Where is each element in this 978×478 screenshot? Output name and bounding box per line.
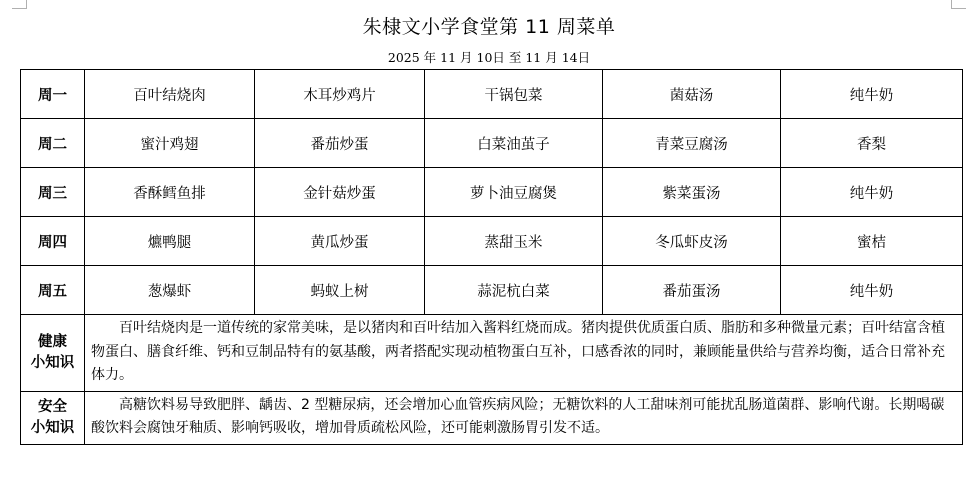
dish-cell: 黄瓜炒蛋	[255, 217, 425, 266]
dish-cell: 蒸甜玉米	[425, 217, 603, 266]
day-label: 周五	[21, 266, 85, 315]
health-tip-cell	[85, 315, 963, 392]
health-tip-label-line1: 健康	[38, 333, 67, 350]
dish-cell: 干锅包菜	[425, 70, 603, 119]
health-tip-label	[21, 315, 85, 392]
dish-cell: 蚂蚁上树	[255, 266, 425, 315]
day-label: 周四	[21, 217, 85, 266]
dish-cell: 蜜汁鸡翅	[85, 119, 255, 168]
table-row-monday	[21, 70, 963, 119]
dish-cell: 木耳炒鸡片	[255, 70, 425, 119]
safety-tip-label-line2: 小知识	[30, 419, 75, 436]
table-row-tuesday	[21, 119, 963, 168]
table-row-friday	[21, 266, 963, 315]
dish-cell: 香酥鳕鱼排	[85, 168, 255, 217]
safety-tip-cell	[85, 391, 963, 444]
table-row-wednesday	[21, 168, 963, 217]
menu-table	[20, 69, 963, 445]
dish-cell: 青菜豆腐汤	[603, 119, 781, 168]
page-title: 朱棣文小学食堂第 11 周菜单	[362, 16, 616, 38]
crop-mark-top-right	[951, 0, 966, 9]
table-row-thursday	[21, 217, 963, 266]
health-tip-label-line2: 小知识	[30, 354, 75, 371]
dish-cell: 白菜油茧子	[425, 119, 603, 168]
dish-cell: 纯牛奶	[781, 266, 963, 315]
dish-cell: 番茄炒蛋	[255, 119, 425, 168]
dish-cell: 百叶结烧肉	[85, 70, 255, 119]
dish-cell: 蒜泥杭白菜	[425, 266, 603, 315]
dish-cell: 蜜桔	[781, 217, 963, 266]
dish-cell: 冬瓜虾皮汤	[603, 217, 781, 266]
table-row-health-tip	[21, 315, 963, 392]
dish-cell: 纯牛奶	[781, 168, 963, 217]
health-tip-text: 百叶结烧肉是一道传统的家常美味，是以猪肉和百叶结加入酱料红烧而成。猪肉提供优质蛋白质、脂肪和多种微量元素；百叶结富含植物蛋白、膳食纤维、钙和豆制品特有的氨基酸，两者搭配实现动植物蛋白互补，口感香浓的同时，兼顾能量供给与营养均衡，适合日常补充体力。	[91, 320, 945, 383]
day-label: 周三	[21, 168, 85, 217]
dish-cell: 爊鸭腿	[85, 217, 255, 266]
dish-cell: 纯牛奶	[781, 70, 963, 119]
dish-cell: 萝卜油豆腐煲	[425, 168, 603, 217]
safety-tip-label	[21, 391, 85, 444]
safety-tip-label-line1: 安全	[38, 398, 67, 415]
dish-cell: 香梨	[781, 119, 963, 168]
table-row-safety-tip	[21, 391, 963, 444]
dish-cell: 菌菇汤	[603, 70, 781, 119]
dish-cell: 葱爆虾	[85, 266, 255, 315]
crop-mark-top-left	[12, 0, 27, 9]
dish-cell: 番茄蛋汤	[603, 266, 781, 315]
day-label: 周一	[21, 70, 85, 119]
day-label: 周二	[21, 119, 85, 168]
date-range: 2025 年 11 月 10日 至 11 月 14日	[387, 50, 591, 65]
dish-cell: 金针菇炒蛋	[255, 168, 425, 217]
safety-tip-text: 高糖饮料易导致肥胖、龋齿、2 型糖尿病，还会增加心血管疾病风险；无糖饮料的人工甜味剂可能扰乱肠道菌群、影响代谢。长期喝碳酸饮料会腐蚀牙釉质、影响钙吸收，增加骨质疏松风险，还可能刺激肠胃引发不适。	[91, 396, 945, 436]
dish-cell: 紫菜蛋汤	[603, 168, 781, 217]
